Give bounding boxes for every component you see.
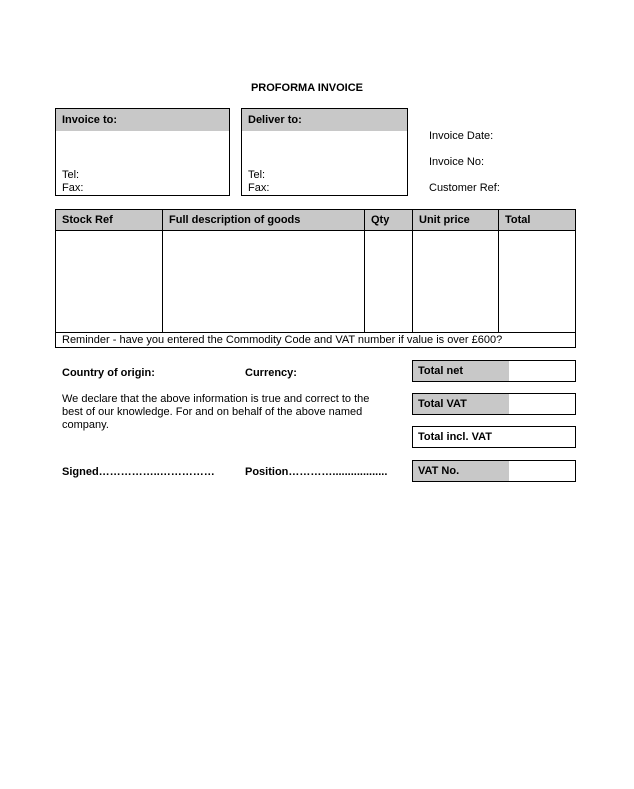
column-header-qty: Qty [371,214,390,226]
invoice-date-label: Invoice Date: [429,130,494,142]
invoice-no-label: Invoice No: [429,156,485,168]
country-of-origin-label: Country of origin: [62,367,155,379]
deliver-to-label: Deliver to: [242,109,407,131]
signed-line: Signed……………..…………… [62,466,215,478]
currency-label: Currency: [245,367,297,379]
declaration-text: We declare that the above information is true and correct to the best of our knowledge. For and on behalf of the above named company. [62,393,370,431]
column-header-description: Full description of goods [169,214,301,226]
column-header-unit-price: Unit price [419,214,470,226]
invoice-to-fax: Fax: [62,182,84,194]
total-net-label: Total net [413,361,509,381]
invoice-to-tel: Tel: [62,169,80,181]
invoice-to-label: Invoice to: [56,109,229,131]
total-vat-box [412,393,576,415]
deliver-to-fax: Fax: [248,182,270,194]
total-incl-vat-box [412,426,576,448]
invoice-to-box [55,108,230,196]
document-title: PROFORMA INVOICE [250,82,364,94]
vat-no-label: VAT No. [413,461,509,481]
commodity-reminder: Reminder - have you entered the Commodity Code and VAT number if value is over £600? [62,334,503,346]
deliver-to-tel: Tel: [248,169,266,181]
customer-ref-label: Customer Ref: [429,182,500,194]
total-vat-label: Total VAT [413,394,509,414]
total-net-box [412,360,576,382]
position-line: Position………….................. [245,466,388,478]
total-incl-vat-label: Total incl. VAT [413,427,575,447]
column-header-total: Total [505,214,531,226]
goods-table [55,209,576,348]
deliver-to-box [241,108,408,196]
column-header-stock-ref: Stock Ref [62,214,113,226]
vat-no-box [412,460,576,482]
